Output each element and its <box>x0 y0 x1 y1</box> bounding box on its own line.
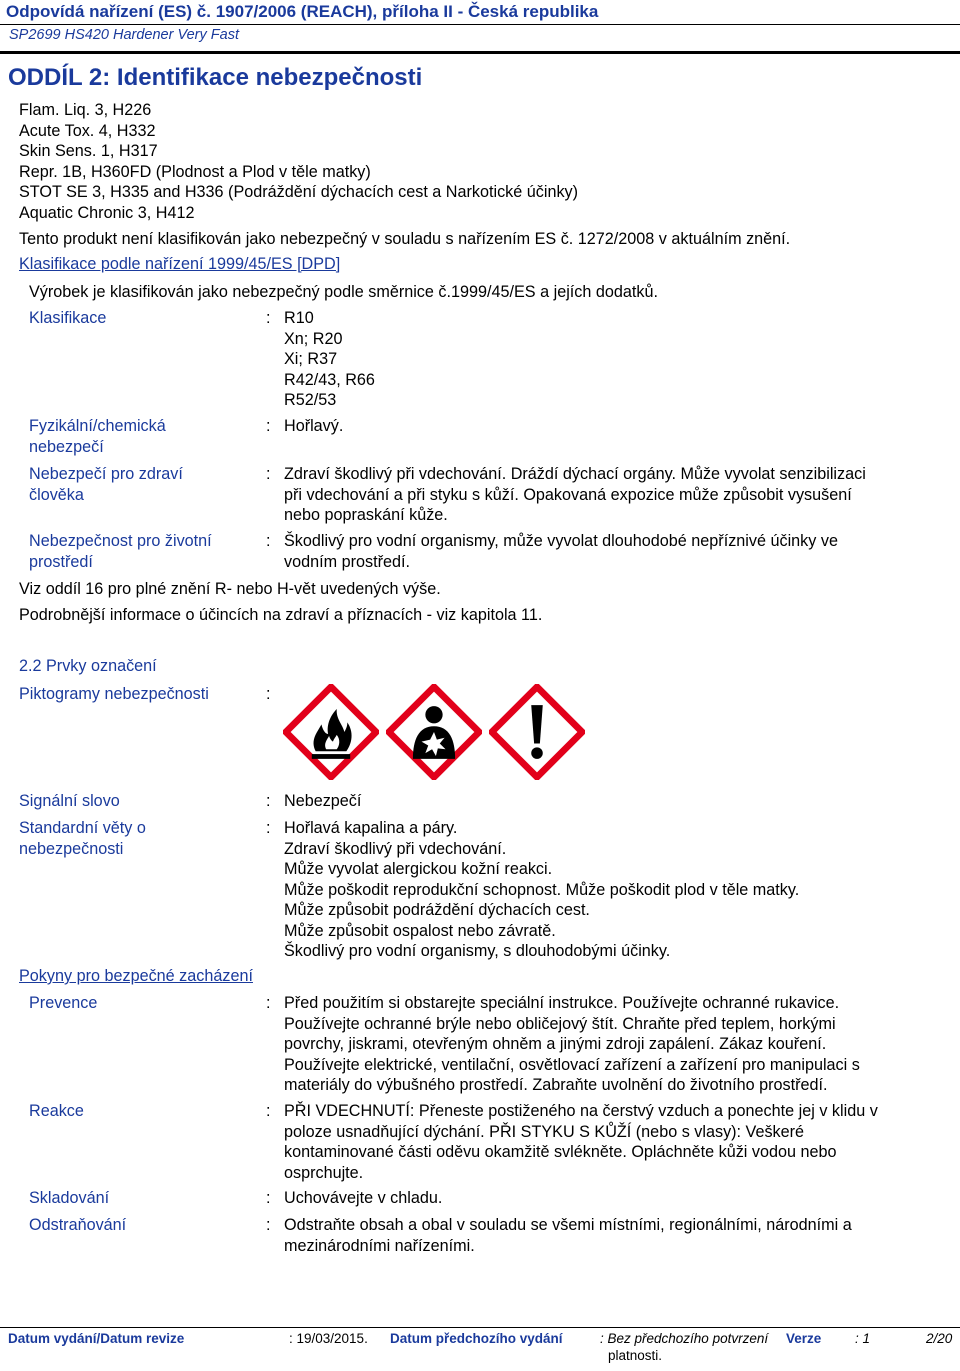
label-line: Fyzikální/chemická <box>29 417 166 435</box>
health-hazard-icon <box>386 684 482 780</box>
r-phrase: Xi; R37 <box>284 350 338 368</box>
hazard-classes-list <box>19 100 578 223</box>
health-label <box>29 464 183 505</box>
health-values <box>284 464 866 526</box>
header-rule-top <box>0 24 960 25</box>
h-statement: Hořlavá kapalina a páry. <box>284 819 458 837</box>
colon: : <box>266 465 271 483</box>
dpd-heading: Klasifikace podle nařízení 1999/45/ES [DPD] <box>19 255 341 273</box>
r-phrase: R10 <box>284 309 314 327</box>
physchem-value: Hořlavý. <box>284 417 344 435</box>
response-label: Reakce <box>29 1102 84 1120</box>
value-line: materiály do výbušného prostředí. Zabraňte uvolnění do životního prostředí. <box>284 1076 828 1094</box>
label-line: Nebezpečnost pro životní <box>29 532 212 550</box>
value-line: kontaminované části oděvu okamžitě svlékněte. Opláchněte kůži vodou nebo <box>284 1143 837 1161</box>
issue-date-value: : 19/03/2015. <box>289 1331 368 1346</box>
colon: : <box>266 792 271 810</box>
value-line: PŘI VDECHNUTÍ: Přeneste postiženého na čerstvý vzduch a ponechte jej v klidu v <box>284 1102 878 1120</box>
precautionary-heading: Pokyny pro bezpečné zacházení <box>19 967 253 985</box>
value-line: vodním prostředí. <box>284 552 410 571</box>
label-line: člověka <box>29 485 84 504</box>
product-name: SP2699 HS420 Hardener Very Fast <box>9 27 239 43</box>
footer <box>0 1330 960 1370</box>
value-line: při vdechování a při styku s kůží. Opakovaná expozice může způsobit vysušení <box>284 485 852 504</box>
subsection-title: 2.2 Prvky označení <box>19 657 157 675</box>
see-chapter-11: Podrobnější informace o účincích na zdraví a příznacích - viz kapitola 11. <box>19 606 543 624</box>
prevention-label: Prevence <box>29 994 98 1012</box>
flame-icon <box>283 684 379 780</box>
classified-statement: Tento produkt není klasifikován jako nebezpečný v souladu s nařízením ES č. 1272/2008 v aktuálním znění. <box>19 230 791 248</box>
previous-issue-value-cont: platnosti. <box>608 1348 663 1363</box>
value-line: poloze usnadňující dýchání. PŘI STYKU S KŮŽÍ (nebo s vlasy): Veškeré <box>284 1122 805 1141</box>
see-section-16: Viz oddíl 16 pro plné znění R- nebo H-vět uvedených výše. <box>19 580 441 598</box>
h-statement: Může způsobit podráždění dýchacích cest. <box>284 901 590 919</box>
physchem-label <box>29 416 166 457</box>
storage-value: Uchovávejte v chladu. <box>284 1189 443 1207</box>
prevention-values <box>284 993 860 1096</box>
hazard-class: Acute Tox. 4, H332 <box>19 121 156 140</box>
classification-label: Klasifikace <box>29 309 107 327</box>
h-statement: Škodlivý pro vodní organismy, s dlouhodobými účinky. <box>284 942 671 960</box>
label-line: Standardní věty o <box>19 819 146 837</box>
footer-rule <box>0 1327 960 1328</box>
value-line: Odstraňte obsah a obal v souladu se všemi místními, regionálními, národními a <box>284 1216 852 1234</box>
value-line: mezinárodními nařízeními. <box>284 1236 475 1255</box>
signal-word-value: Nebezpečí <box>284 792 362 810</box>
issue-date-label: Datum vydání/Datum revize <box>8 1331 185 1346</box>
environment-label <box>29 531 212 572</box>
hazard-statements-values <box>284 818 799 962</box>
previous-issue-label: Datum předchozího vydání <box>390 1331 563 1346</box>
hazard-class: Skin Sens. 1, H317 <box>19 142 158 160</box>
colon: : <box>266 1189 271 1207</box>
regulation-header: Odpovídá nařízení (ES) č. 1907/2006 (REACH), příloha II - Česká republika <box>6 2 599 21</box>
section-title: ODDÍL 2: Identifikace nebezpečnosti <box>8 64 423 91</box>
hazard-statements-label <box>19 818 146 859</box>
colon: : <box>266 309 271 327</box>
colon: : <box>266 994 271 1012</box>
colon: : <box>266 685 271 703</box>
label-line: nebezpečí <box>29 437 104 456</box>
environment-values <box>284 531 838 572</box>
disposal-label: Odstraňování <box>29 1216 127 1234</box>
response-values <box>284 1101 878 1183</box>
dpd-statement: Výrobek je klasifikován jako nebezpečný podle směrnice č.1999/45/ES a jejích dodatků. <box>29 283 658 301</box>
version-label: Verze <box>786 1331 822 1346</box>
r-phrase: R42/43, R66 <box>284 370 375 389</box>
pictograms-label: Piktogramy nebezpečnosti <box>19 685 209 703</box>
h-statement: Zdraví škodlivý při vdechování. <box>284 839 507 858</box>
value-line: osprchujte. <box>284 1163 364 1182</box>
hazard-class: STOT SE 3, H335 and H336 (Podráždění dýchacích cest a Narkotické účinky) <box>19 183 579 201</box>
storage-label: Skladování <box>29 1189 110 1207</box>
value-line: Používejte ochranné brýle nebo obličejový štít. Chraňte před teplem, horkými <box>284 1014 836 1033</box>
r-phrase: Xn; R20 <box>284 329 343 348</box>
exclamation-mark-icon <box>489 684 585 780</box>
value-line: Zdraví škodlivý při vdechování. Dráždí dýchací orgány. Může vyvolat senzibilizaci <box>284 465 866 483</box>
value-line: Škodlivý pro vodní organismy, může vyvolat dlouhodobé nepříznivé účinky ve <box>284 532 838 550</box>
value-line: Před použitím si obstarejte speciální instrukce. Používejte ochranné rukavice. <box>284 994 840 1012</box>
signal-word-label: Signální slovo <box>19 792 120 810</box>
value-line: povrchy, jiskrami, otevřeným ohněm a jinými zdroji zapálení. Zákaz kouření. <box>284 1035 827 1053</box>
h-statement: Může poškodit reprodukční schopnost. Může poškodit plod v těle matky. <box>284 880 800 899</box>
hazard-class: Aquatic Chronic 3, H412 <box>19 203 195 222</box>
version-value: : 1 <box>855 1331 871 1346</box>
label-line: nebezpečnosti <box>19 839 124 858</box>
label-line: Nebezpečí pro zdraví <box>29 465 183 483</box>
disposal-values <box>284 1215 852 1256</box>
previous-issue-value: : Bez předchozího potvrzení <box>600 1331 769 1346</box>
colon: : <box>266 1216 271 1234</box>
colon: : <box>266 417 271 435</box>
hazard-class: Flam. Liq. 3, H226 <box>19 101 152 119</box>
r-phrase: R52/53 <box>284 391 337 409</box>
colon: : <box>266 532 271 550</box>
header-rule-bottom <box>0 51 960 54</box>
label-line: prostředí <box>29 552 93 571</box>
page-number: 2/20 <box>926 1331 953 1346</box>
colon: : <box>266 1102 271 1120</box>
classification-values <box>284 308 375 411</box>
h-statement: Může způsobit ospalost nebo závratě. <box>284 921 556 940</box>
colon: : <box>266 819 271 837</box>
value-line: Používejte elektrické, ventilační, osvětlovací zařízení a zařízení pro manipulaci s <box>284 1055 860 1074</box>
value-line: nebo popraskání kůže. <box>284 506 448 524</box>
hazard-class: Repr. 1B, H360FD (Plodnost a Plod v těle matky) <box>19 162 371 181</box>
h-statement: Může vyvolat alergickou kožní reakci. <box>284 860 553 878</box>
